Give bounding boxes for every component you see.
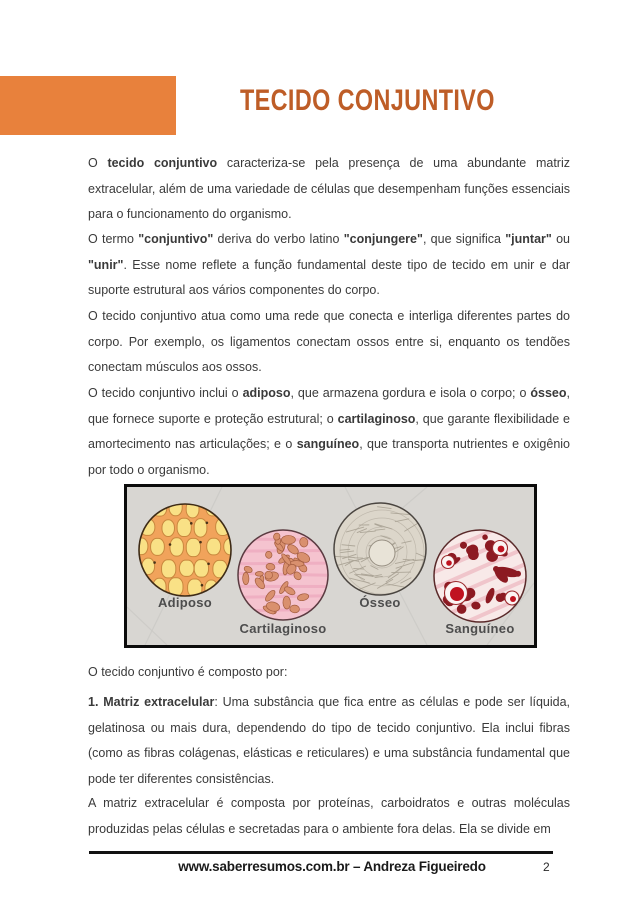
footer-text: www.saberresumos.com.br – Andreza Figueiredo: [178, 859, 486, 874]
paragraph-composition-intro: O tecido conjuntivo é composto por:: [88, 665, 288, 679]
page-title: TECIDO CONJUNTIVO: [239, 84, 495, 117]
figure-label-osseo: Ósseo: [359, 595, 401, 610]
paragraph-intro: O tecido conjuntivo caracteriza-se pela presença de uma abundante matriz extracelular, além de uma variedade de células que desempenham funções essenciais para o funcionamento do organismo.: [88, 156, 570, 221]
page-number: 2: [543, 860, 550, 874]
figure-label-cartilaginoso: Cartilaginoso: [239, 621, 327, 636]
paragraph-matriz-extracelular: 1. Matriz extracelular: Uma substância que fica entre as células e pode ser líquida, gelatinosa ou mais dura, dependendo do tipo de tecido conjuntivo. Ela inclui fibras (como as fibras colágenas, elásticas e reticulares) e uma substância fundamental que pode ter diferentes consistências.: [88, 695, 570, 786]
figure-label-adiposo: Adiposo: [157, 595, 213, 610]
tissue-types-figure: [124, 484, 537, 648]
paragraph-tissue-types: O tecido conjuntivo inclui o adiposo, que armazena gordura e isola o corpo; o ósseo, que fornece suporte e proteção estrutural; o cartilaginoso, que garante flexibilidade e amortecimento nas articulações; e o sanguíneo, que transporta nutrientes e oxigênio por todo o organismo.: [88, 386, 571, 477]
paragraph-matriz-composition: A matriz extracelular é composta por proteínas, carboidratos e outras moléculas produzidas pelas células e secretadas para o ambiente fora delas. Ela se divide em: [88, 796, 570, 836]
paragraph-network-function: O tecido conjuntivo atua como uma rede que conecta e interliga diferentes partes do corpo. Por exemplo, os ligamentos conectam ossos entre si, enquanto os tendões conectam músculos aos ossos.: [88, 309, 570, 374]
page-title-container: [92, 84, 642, 118]
footer-divider: [89, 851, 553, 854]
paragraph-term-origin: O termo "conjuntivo" deriva do verbo latino "conjungere", que significa "juntar" ou "unir". Esse nome reflete a função fundamental deste tipo de tecido em unir e dar suporte estrutural aos vários componentes do corpo.: [88, 232, 570, 297]
figure-label-sanguineo: Sanguíneo: [445, 621, 515, 636]
